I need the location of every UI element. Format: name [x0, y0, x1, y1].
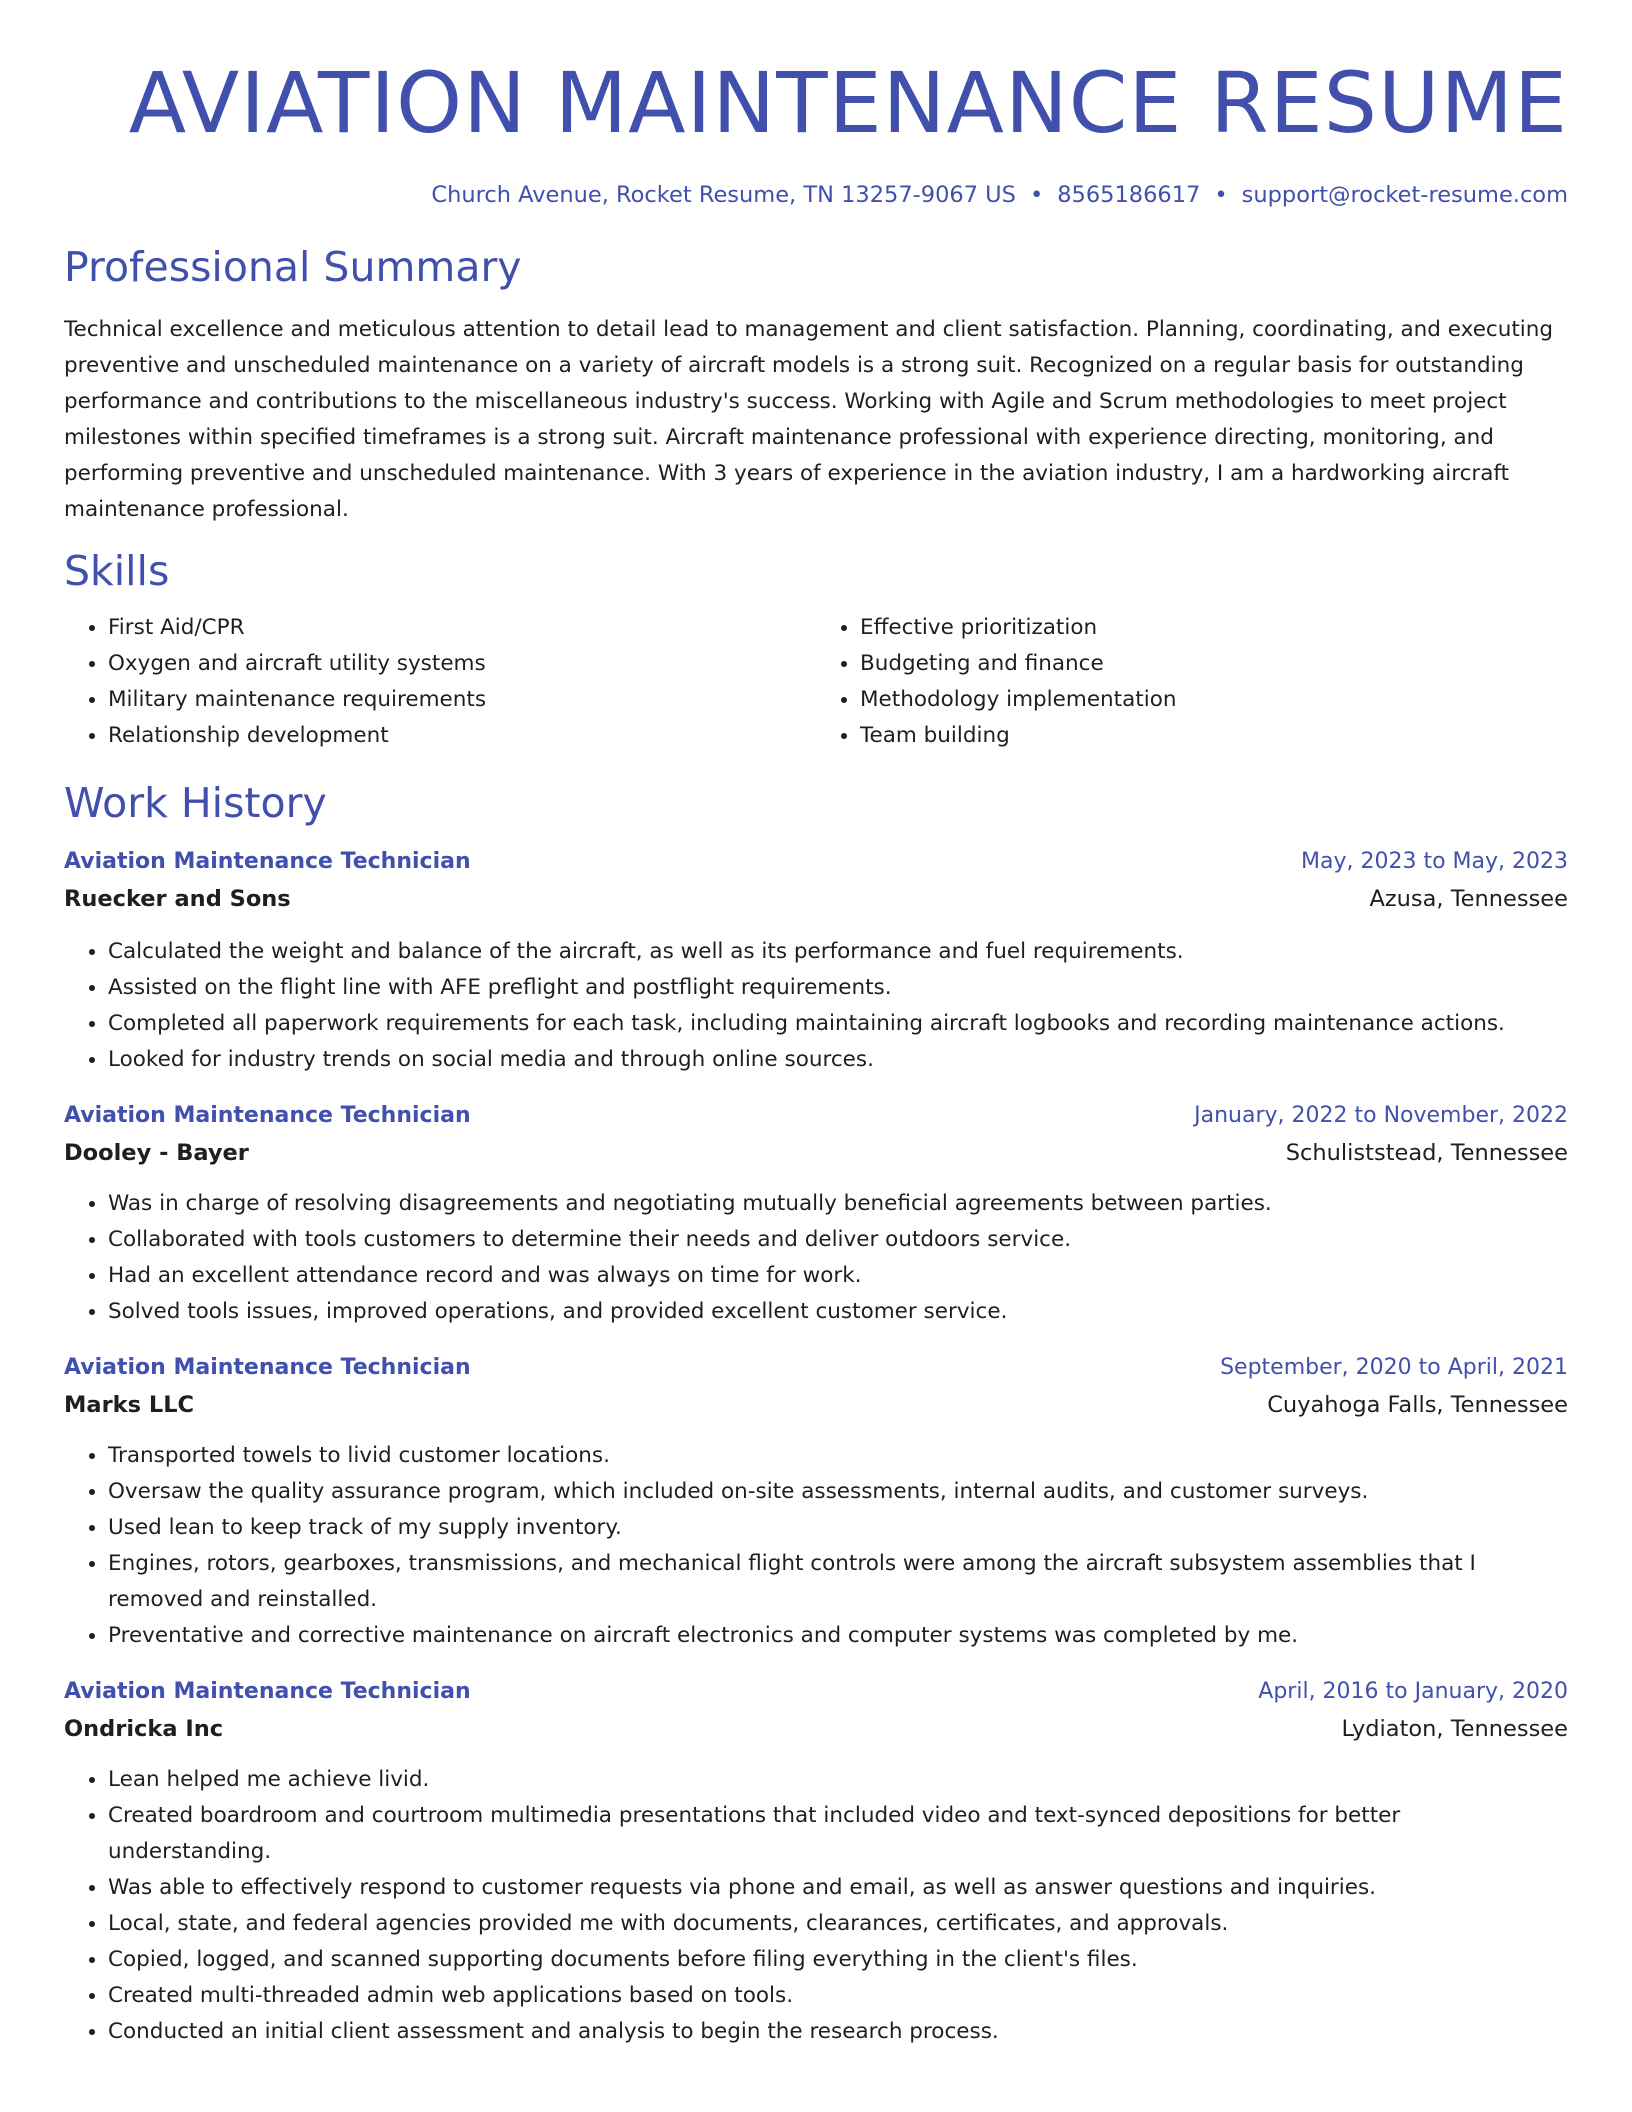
job-bullet: • Created multi-threaded admin web applications based on tools. [108, 1978, 1568, 2014]
job-bullets [64, 1762, 1568, 2050]
job-bullet: • Lean helped me achieve livid. [108, 1762, 1568, 1798]
skill-item: • Relationship development [108, 718, 816, 754]
job-location: Cuyahoga Falls, Tennessee [1267, 1392, 1568, 1418]
skill-item: • First Aid/CPR [108, 610, 816, 646]
job-entry [64, 1674, 1568, 2050]
skill-item: • Budgeting and finance [860, 646, 1568, 682]
job-bullet: • Oversaw the quality assurance program, which included on-site assessments, internal audits, and customer surveys. [108, 1474, 1568, 1510]
job-bullet: • Used lean to keep track of my supply inventory. [108, 1510, 1568, 1546]
job-entry [64, 1098, 1568, 1330]
job-bullet: • Looked for industry trends on social media and through online sources. [108, 1042, 1568, 1078]
job-bullet: • Calculated the weight and balance of the aircraft, as well as its performance and fuel requirements. [108, 934, 1568, 970]
work-history-heading: Work History [64, 779, 327, 827]
skill-item: • Team building [860, 718, 1568, 754]
job-location: Azusa, Tennessee [1369, 886, 1568, 912]
skill-item: • Effective prioritization [860, 610, 1568, 646]
job-title: Aviation Maintenance Technician [64, 849, 471, 874]
job-bullets [64, 1438, 1568, 1654]
skill-item: • Oxygen and aircraft utility systems [108, 646, 816, 682]
job-dates: April, 2016 to January, 2020 [1258, 1679, 1568, 1704]
job-bullet: • Preventative and corrective maintenance on aircraft electronics and computer systems was completed by me. [108, 1618, 1568, 1654]
job-bullet: • Completed all paperwork requirements for each task, including maintaining aircraft logbooks and recording maintenance actions. [108, 1006, 1568, 1042]
contact-separator: • [1214, 182, 1228, 208]
job-company: Ondricka Inc [64, 1716, 224, 1742]
job-bullet: • Had an excellent attendance record and was always on time for work. [108, 1258, 1568, 1294]
job-title: Aviation Maintenance Technician [64, 1679, 471, 1704]
job-dates: January, 2022 to November, 2022 [1194, 1103, 1568, 1128]
job-bullet: • Assisted on the flight line with AFE preflight and postflight requirements. [108, 970, 1568, 1006]
job-company: Ruecker and Sons [64, 886, 291, 912]
job-dates: September, 2020 to April, 2021 [1220, 1355, 1568, 1380]
job-location: Lydiaton, Tennessee [1341, 1716, 1568, 1742]
job-bullet: • Local, state, and federal agencies provided me with documents, clearances, certificates, and approvals. [108, 1906, 1568, 1942]
job-bullet: • Was able to effectively respond to customer requests via phone and email, as well as answer questions and inquiries. [108, 1870, 1568, 1906]
job-title: Aviation Maintenance Technician [64, 1355, 471, 1380]
contact-email: support@rocket-resume.com [1241, 182, 1568, 208]
skills-column-right [816, 610, 1568, 754]
contact-line [64, 178, 1568, 212]
job-bullet: • Created boardroom and courtroom multimedia presentations that included video and text-synced depositions for better understanding. [108, 1798, 1568, 1870]
job-dates: May, 2023 to May, 2023 [1301, 849, 1568, 874]
summary-heading: Professional Summary [64, 243, 522, 291]
contact-phone: 8565186617 [1057, 182, 1201, 208]
job-company: Dooley - Bayer [64, 1140, 249, 1166]
job-bullets [64, 1186, 1568, 1330]
skills-column-left [64, 610, 816, 754]
job-bullet: • Solved tools issues, improved operations, and provided excellent customer service. [108, 1294, 1568, 1330]
skills-list [64, 610, 1568, 754]
job-bullet: • Was in charge of resolving disagreements and negotiating mutually beneficial agreements between parties. [108, 1186, 1568, 1222]
job-bullet: • Conducted an initial client assessment and analysis to begin the research process. [108, 2014, 1568, 2050]
contact-address: Church Avenue, Rocket Resume, TN 13257-9067 US [431, 182, 1016, 208]
job-bullet: • Transported towels to livid customer locations. [108, 1438, 1568, 1474]
skills-heading: Skills [64, 547, 170, 595]
skill-item: • Military maintenance requirements [108, 682, 816, 718]
job-title: Aviation Maintenance Technician [64, 1103, 471, 1128]
job-bullets [64, 934, 1568, 1078]
job-bullet: • Engines, rotors, gearboxes, transmissions, and mechanical flight controls were among the aircraft subsystem assemblies that I removed and reinstalled. [108, 1546, 1568, 1618]
resume-title: AVIATION MAINTENANCE RESUME [128, 54, 1568, 152]
job-company: Marks LLC [64, 1392, 195, 1418]
job-bullet: • Collaborated with tools customers to determine their needs and deliver outdoors service. [108, 1222, 1568, 1258]
summary-text: Technical excellence and meticulous attention to detail lead to management and client satisfaction. Planning, coordinating, and executing preventive and unscheduled maintenance on a variety of aircraft models is a strong suit. Recognized on a regular basis for outstanding performance and contributions to the miscellaneous industry's success. Working with Agile and Scrum methodologies to meet project milestones within specified timeframes is a strong suit. Aircraft maintenance professional with experience directing, monitoring, and performing preventive and unscheduled maintenance. With 3 years of experience in the aviation industry, I am a hardworking aircraft maintenance professional. [64, 317, 1554, 522]
contact-separator: • [1029, 182, 1044, 208]
job-bullet: • Copied, logged, and scanned supporting documents before filing everything in the client's files. [108, 1942, 1568, 1978]
job-entry [64, 1350, 1568, 1654]
job-location: Schuliststead, Tennessee [1285, 1140, 1568, 1166]
job-entry [64, 844, 1568, 1078]
skill-item: • Methodology implementation [860, 682, 1568, 718]
